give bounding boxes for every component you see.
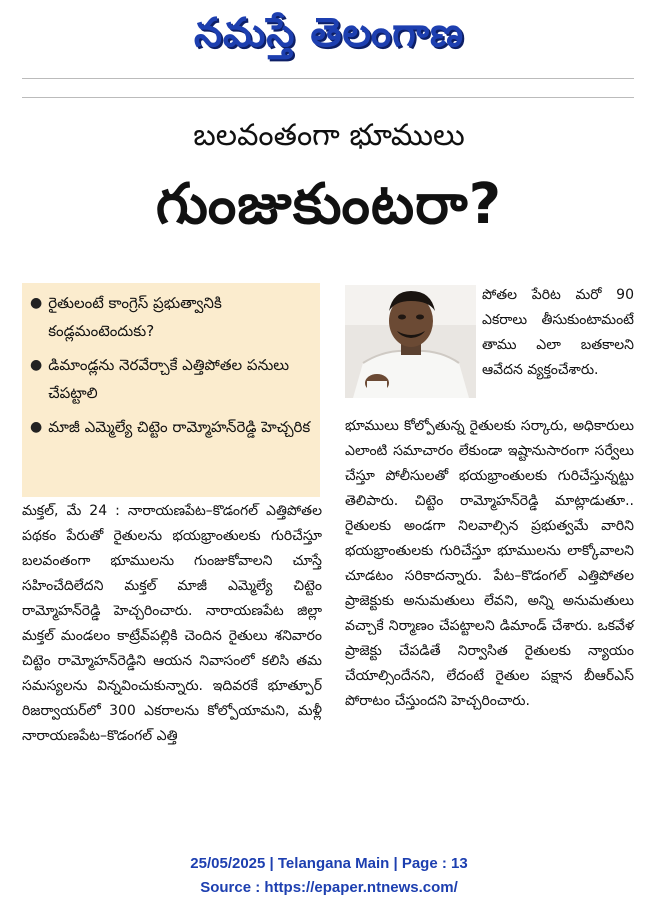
- highlight-text: మాజీ ఎమ్మెల్యే చిట్టెం రామ్మోహన్‌రెడ్డి హెచ్చరిక: [48, 418, 311, 436]
- highlights-box: [22, 283, 320, 497]
- source-link[interactable]: Source : https://epaper.ntnews.com/: [200, 879, 458, 896]
- bullet-icon: ●: [30, 295, 43, 311]
- highlight-item: [30, 413, 314, 441]
- highlight-item: [30, 289, 314, 345]
- article-body-column-1: [22, 499, 322, 749]
- highlight-text: రైతులంటే కాంగ్రెస్ ప్రభుత్వానికి కండ్లమంటెందుకు?: [48, 294, 222, 340]
- portrait-photo: [345, 285, 476, 398]
- article-kicker: బలవంతంగా భూములు: [193, 118, 465, 153]
- portrait-photo-image: [345, 285, 476, 398]
- bullet-icon: ●: [30, 357, 43, 373]
- body-paragraph: పోతల పేరిట మరో 90 ఎకరాలు తీసుకుంటామంటే తాము ఎలా బతకాలని ఆవేదన వ్యక్తంచేశారు.: [482, 287, 634, 378]
- highlight-text: డిమాండ్లను నెరవేర్చాకే ఎత్తిపోతల పనులు చేపట్టాలి: [48, 356, 290, 402]
- masthead: [0, 0, 658, 75]
- edition-info: 25/05/2025 | Telangana Main | Page : 13: [190, 855, 468, 872]
- article-body-column-2-top: [482, 283, 634, 383]
- masthead-divider: [22, 78, 634, 79]
- article-headline: గుంజుకుంటరా?: [155, 172, 503, 237]
- footer: [0, 852, 658, 900]
- body-paragraph: మక్తల్, మే 24 : నారాయణపేట–కొడంగల్ ఎత్తిపోతల పథకం పేరుతో రైతులను భయభ్రాంతులకు గురిచేస్తూ బలవంతంగా భూములను గుంజుకోవాలని చూస్తే సహించేదిలేదని మక్తల్ మాజీ ఎమ్మెల్యే చిట్టెం రామ్మోహన్‌రెడ్డి హెచ్చరించారు. నారాయణపేట జిల్లా మక్తల్ మండలం కాట్రేవ్‌పల్లికి చెందిన రైతులు శనివారం చిట్టెం రామ్మోహన్‌రెడ్డిని ఆయన నివాసంలో కలిసి తమ సమస్యలను విన్నవించుకున్నారు. ఇదివరకే భూత్పూర్ రిజర్వాయర్‌లో 300 ఎకరాలను కోల్పోయామని, మళ్లీ నారాయణపేట–కొడంగల్ ఎత్తి: [22, 503, 322, 744]
- article-body-column-2: [345, 414, 634, 714]
- bullet-icon: ●: [30, 419, 43, 435]
- masthead-title: నమస్తే తెలంగాణ: [193, 10, 465, 56]
- body-paragraph: భూములు కోల్పోతున్న రైతులకు సర్కారు, అధికారులు ఎలాంటి సమాచారం లేకుండా ఇష్టానుసారంగా సర్వేలు చేస్తూ పోలీసులతో భయభ్రాంతులకు గురిచేస్తున్నట్టు తెలిపారు. చిట్టెం రామ్మోహన్‌రెడ్డి మాట్లాడుతూ.. రైతులకు అండగా నిలవాల్సిన ప్రభుత్వమే వారిని భయభ్రాంతులకు గురిచేస్తూ భూములను లాక్కోవాలని చూడటం సరికాదన్నారు. పేట–కొడంగల్ ఎత్తిపోతల ప్రాజెక్టుకు అనుమతులు లేవని, అన్ని అనుమతులు వచ్చాకే నిర్మాణం చేపట్టాలని డిమాండ్ చేశారు. ఒకవేళ ప్రాజెక్టు చేపడితే నిర్వాసిత రైతులకు న్యాయం చేయాల్సిందేనని, లేదంటే రైతుల పక్షాన బీఆర్ఎస్ పోరాటం చేస్తుందని హెచ్చరించారు.: [345, 418, 634, 709]
- highlight-item: [30, 351, 314, 407]
- top-divider: [22, 97, 634, 98]
